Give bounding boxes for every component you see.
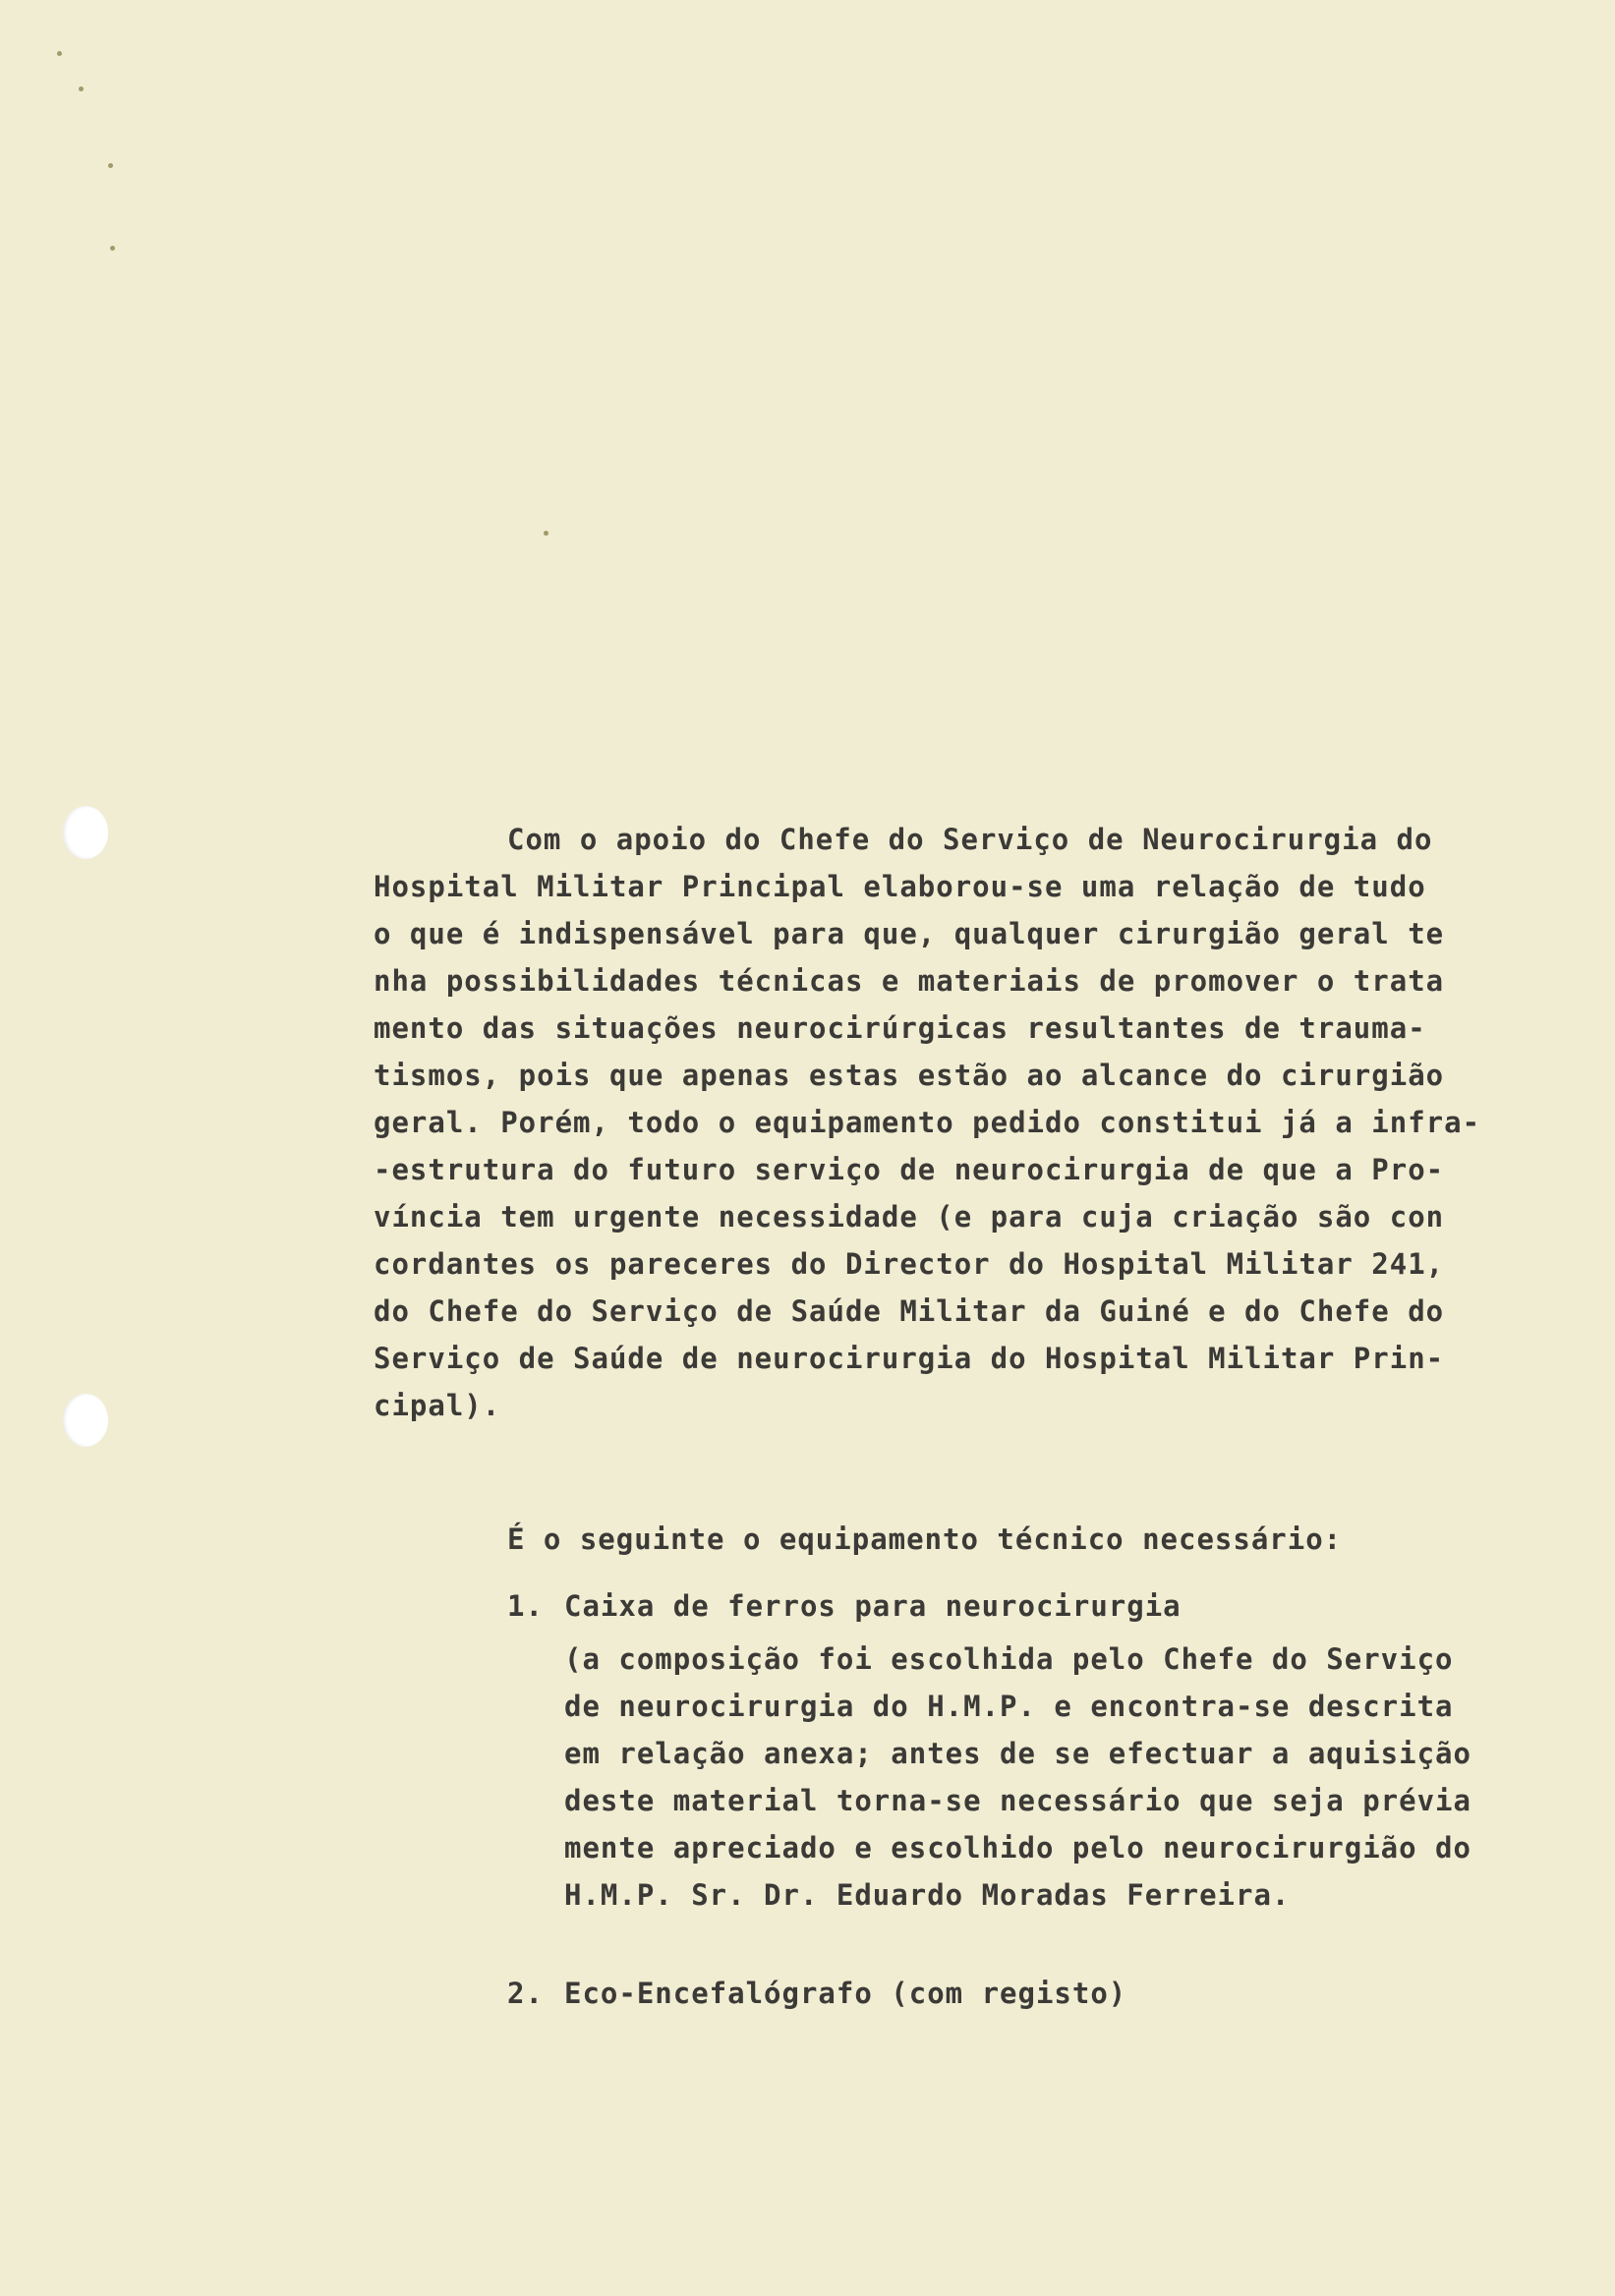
text-line: víncia tem urgente necessidade (e para cuja criação são con [374,1200,1445,1234]
text-line: tismos, pois que apenas estas estão ao alcance do cirurgião [374,1059,1445,1092]
punch-hole-bottom [63,1394,108,1447]
punch-hole-top [63,806,108,859]
text-line: H.M.P. Sr. Dr. Eduardo Moradas Ferreira. [564,1878,1291,1912]
item-1-title: Caixa de ferros para neurocirurgia [564,1589,1182,1623]
text-line: mento das situações neurocirúrgicas resultantes de trauma- [374,1011,1426,1045]
item-1-number: 1. [507,1589,544,1623]
text-line: Serviço de Saúde de neurocirurgia do Hospital Militar Prin- [374,1342,1445,1375]
paper-speck [110,246,115,251]
text-line: geral. Porém, todo o equipamento pedido constitui já a infra- [374,1106,1481,1139]
text-line: deste material torna-se necessário que seja prévia [564,1784,1471,1817]
text-line: do Chefe do Serviço de Saúde Militar da Guiné e do Chefe do [374,1294,1445,1328]
paper-speck [79,86,84,91]
item-2-title: Eco-Encefalógrafo (com registo) [564,1977,1127,2010]
item-2-number: 2. [507,1977,544,2010]
text-line: Hospital Militar Principal elaborou-se uma relação de tudo [374,870,1426,903]
text-line: Com o apoio do Chefe do Serviço de Neurocirurgia do [507,823,1433,856]
paper-speck [108,163,113,168]
paragraph-main [374,816,1573,1445]
item-1-detail [564,1636,1547,1930]
text-line: em relação anexa; antes de se efectuar a aquisição [564,1737,1471,1770]
text-line: (a composição foi escolhida pelo Chefe do Serviço [564,1642,1454,1676]
text-line: o que é indispensável para que, qualquer cirurgião geral te [374,917,1445,950]
text-line: -estrutura do futuro serviço de neurocirurgia de que a Pro- [374,1153,1445,1186]
equipment-intro: É o seguinte o equipamento técnico necessário: [507,1522,1343,1556]
text-line: cipal). [374,1389,501,1422]
text-line: mente apreciado e escolhido pelo neurocirurgião do [564,1831,1471,1865]
text-line: de neurocirurgia do H.M.P. e encontra-se descrita [564,1690,1454,1723]
paper-speck [57,51,62,56]
text-line: cordantes os pareceres do Director do Hospital Militar 241, [374,1247,1445,1281]
paper-speck [544,531,548,536]
text-line: nha possibilidades técnicas e materiais de promover o trata [374,964,1445,998]
